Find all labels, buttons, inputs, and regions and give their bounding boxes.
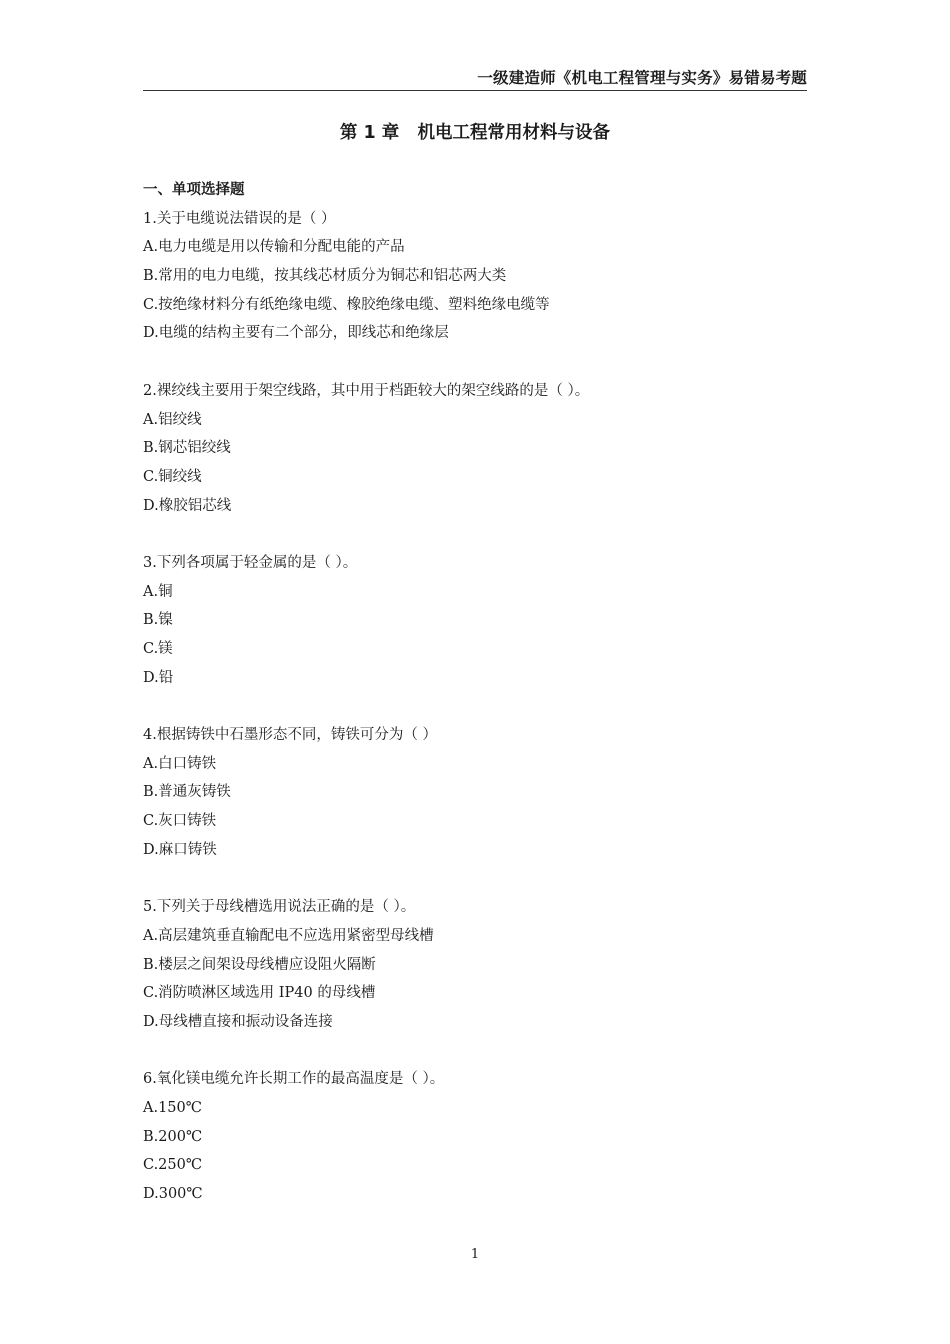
question-stem: 6.氧化镁电缆允许长期工作的最高温度是（ ）。 [143,1071,445,1088]
option-c: C.消防喷淋区域选用 IP40 的母线槽 [143,985,376,1002]
question-6 [143,1065,807,1208]
option-b: B.钢芯铝绞线 [143,440,231,457]
question-stem: 3.下列各项属于轻金属的是（ ）。 [143,554,358,571]
question-4 [143,721,807,864]
chapter-title: 第 1 章 机电工程常用材料与设备 [339,123,611,143]
question-stem: 4.根据铸铁中石墨形态不同，铸铁可分为（ ） [143,727,437,744]
question-2 [143,377,807,520]
question-stem: 5.下列关于母线槽选用说法正确的是（ ）。 [143,899,416,916]
option-c: C.镁 [143,641,173,657]
question-stem: 2.裸绞线主要用于架空线路，其中用于档距较大的架空线路的是（ ）。 [143,382,590,399]
option-d: D.铅 [143,669,174,686]
option-d: D.母线槽直接和振动设备连接 [143,1013,333,1030]
question-5 [143,893,807,1036]
page-header [143,66,807,91]
option-a: A.白口铸铁 [143,755,217,772]
document-title: 一级建造师《机电工程管理与实务》易错易考题 [477,69,807,87]
question-list [143,176,807,1209]
question-1 [143,205,807,348]
option-b: B.普通灰铸铁 [143,784,231,801]
option-b: B.镍 [143,612,173,629]
option-d: D.橡胶铝芯线 [143,497,232,514]
option-d: D.麻口铸铁 [143,841,217,858]
page-number: 1 [470,1247,480,1262]
option-a: A.铜 [143,583,173,600]
option-d: D.电缆的结构主要有二个部分，即线芯和绝缘层 [143,325,449,342]
option-a: A.高层建筑垂直输配电不应选用紧密型母线槽 [143,927,434,944]
option-c: C.250℃ [143,1157,203,1174]
question-3 [143,549,807,692]
option-b: B.常用的电力电缆，按其线芯材质分为铜芯和铝芯两大类 [143,268,507,285]
option-c: C.按绝缘材料分有纸绝缘电缆、橡胶绝缘电缆、塑料绝缘电缆等 [143,296,550,313]
option-a: A.电力电缆是用以传输和分配电能的产品 [143,239,405,256]
option-a: A.150℃ [143,1100,202,1116]
option-c: C.铜绞线 [143,468,202,485]
question-stem: 1.关于电缆说法错误的是（ ） [143,210,336,227]
option-a: A.铝绞线 [143,411,202,428]
option-b: B.200℃ [143,1128,203,1145]
section-heading: 一、单项选择题 [143,182,245,198]
option-c: C.灰口铸铁 [143,813,217,830]
option-d: D.300℃ [143,1186,203,1203]
option-b: B.楼层之间架设母线槽应设阻火隔断 [143,956,376,973]
